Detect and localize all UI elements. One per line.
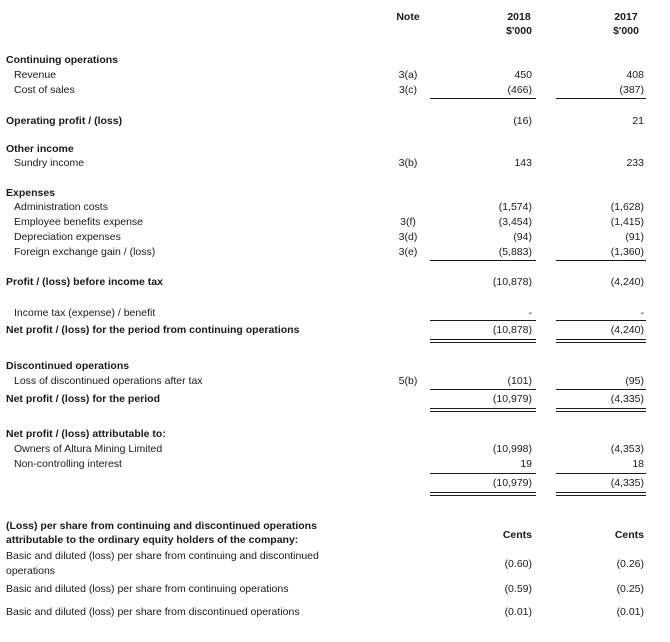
net-period-2017: (4,335) (610, 393, 644, 405)
operating-profit-2018: (16) (513, 115, 532, 127)
net-continuing-2018: (10,878) (492, 324, 532, 336)
discontinued-loss-2017: (95) (625, 375, 644, 387)
admin-costs-label: Administration costs (14, 201, 108, 213)
net-continuing-2017: (4,240) (610, 324, 644, 336)
subtotal-rule (430, 320, 536, 321)
eps-basic-all-2018: (0.60) (504, 558, 532, 570)
subtotal-rule (556, 260, 646, 261)
eps-basic-disc-2018: (0.01) (504, 606, 532, 618)
employee-benefits-2018: (3,454) (498, 216, 532, 228)
employee-benefits-label: Employee benefits expense (14, 216, 143, 228)
owners-2017: (4,353) (610, 443, 644, 455)
eps-basic-all-2017: (0.26) (616, 558, 644, 570)
eps-basic-cont-2018: (0.59) (504, 583, 532, 595)
nci-2018: 19 (520, 458, 532, 470)
employee-benefits-note: 3(f) (400, 216, 416, 228)
expenses-heading: Expenses (6, 187, 56, 199)
income-tax-2018: - (528, 307, 532, 319)
depreciation-note: 3(d) (398, 231, 418, 243)
attributable-total-2017: (4,335) (610, 477, 644, 489)
discontinued-loss-2018: (101) (507, 375, 532, 387)
subtotal-rule (430, 98, 536, 99)
note-column-header: Note (396, 11, 420, 23)
nci-label: Non-controlling interest (14, 458, 122, 470)
attributable-total-2018: (10,979) (492, 477, 532, 489)
sundry-income-label: Sundry income (14, 157, 85, 169)
employee-benefits-2017: (1,415) (610, 216, 644, 228)
discontinued-loss-note: 5(b) (398, 375, 418, 387)
subtotal-rule (556, 473, 646, 474)
cost-of-sales-note: 3(c) (398, 84, 418, 96)
sundry-income-note: 3(b) (398, 157, 418, 169)
net-period-label: Net profit / (loss) for the period (6, 393, 160, 405)
fx-gain-loss-label: Foreign exchange gain / (loss) (14, 246, 156, 258)
year-2017-unit: $'000 (613, 25, 639, 37)
total-double-rule (556, 339, 646, 343)
year-2018-unit: $'000 (506, 25, 532, 37)
fx-gain-loss-note: 3(e) (398, 246, 418, 258)
eps-heading-line2: attributable to the ordinary equity holders of the company: (6, 534, 299, 546)
operating-profit-2017: 21 (632, 115, 644, 127)
subtotal-rule (556, 320, 646, 321)
admin-costs-2017: (1,628) (610, 201, 644, 213)
subtotal-rule (430, 473, 536, 474)
year-2017-header: 2017 (614, 11, 638, 23)
subtotal-rule (556, 98, 646, 99)
depreciation-label: Depreciation expenses (14, 231, 121, 243)
other-income-heading: Other income (6, 143, 74, 155)
admin-costs-2018: (1,574) (498, 201, 532, 213)
total-double-rule (556, 408, 646, 412)
depreciation-2017: (91) (625, 231, 644, 243)
sundry-income-2018: 143 (514, 157, 532, 169)
discontinued-loss-label: Loss of discontinued operations after tax (14, 375, 203, 387)
eps-basic-cont-label: Basic and diluted (loss) per share from continuing operations (6, 583, 289, 595)
net-continuing-label: Net profit / (loss) for the period from continuing operations (6, 324, 300, 336)
eps-unit-2017: Cents (614, 529, 644, 541)
owners-2018: (10,998) (492, 443, 532, 455)
fx-gain-loss-2018: (5,883) (498, 246, 532, 258)
continuing-operations-heading: Continuing operations (6, 54, 118, 66)
eps-basic-disc-label: Basic and diluted (loss) per share from discontinued operations (6, 606, 300, 618)
eps-basic-disc-2017: (0.01) (616, 606, 644, 618)
sundry-income-2017: 233 (626, 157, 644, 169)
net-period-2018: (10,979) (492, 393, 532, 405)
total-double-rule (430, 492, 536, 496)
total-double-rule (556, 492, 646, 496)
depreciation-2018: (94) (513, 231, 532, 243)
fx-gain-loss-2017: (1,360) (610, 246, 644, 258)
income-tax-label: Income tax (expense) / benefit (14, 307, 156, 319)
income-tax-2017: - (640, 307, 644, 319)
year-2018-header: 2018 (507, 11, 531, 23)
operating-profit-label: Operating profit / (loss) (6, 115, 123, 127)
nci-2017: 18 (632, 458, 644, 470)
total-double-rule (430, 339, 536, 343)
eps-basic-all-label-line1: Basic and diluted (loss) per share from continuing and discontinued (6, 550, 319, 562)
cost-of-sales-2018: (466) (507, 84, 532, 96)
eps-basic-all-label-line2: operations (6, 565, 56, 577)
cost-of-sales-2017: (387) (619, 84, 644, 96)
subtotal-rule (556, 389, 646, 390)
subtotal-rule (430, 389, 536, 390)
profit-before-tax-2017: (4,240) (610, 276, 644, 288)
revenue-label: Revenue (14, 69, 57, 81)
cost-of-sales-label: Cost of sales (14, 84, 75, 96)
revenue-note: 3(a) (398, 69, 418, 81)
eps-heading-line1: (Loss) per share from continuing and discontinued operations (6, 520, 317, 532)
profit-before-tax-label: Profit / (loss) before income tax (6, 276, 163, 288)
revenue-2018: 450 (514, 69, 532, 81)
revenue-2017: 408 (626, 69, 644, 81)
profit-before-tax-2018: (10,878) (492, 276, 532, 288)
discontinued-heading: Discontinued operations (6, 360, 130, 372)
eps-basic-cont-2017: (0.25) (616, 583, 644, 595)
owners-label: Owners of Altura Mining Limited (14, 443, 163, 455)
subtotal-rule (430, 260, 536, 261)
attributable-heading: Net profit / (loss) attributable to: (6, 428, 166, 440)
total-double-rule (430, 408, 536, 412)
eps-unit-2018: Cents (502, 529, 532, 541)
